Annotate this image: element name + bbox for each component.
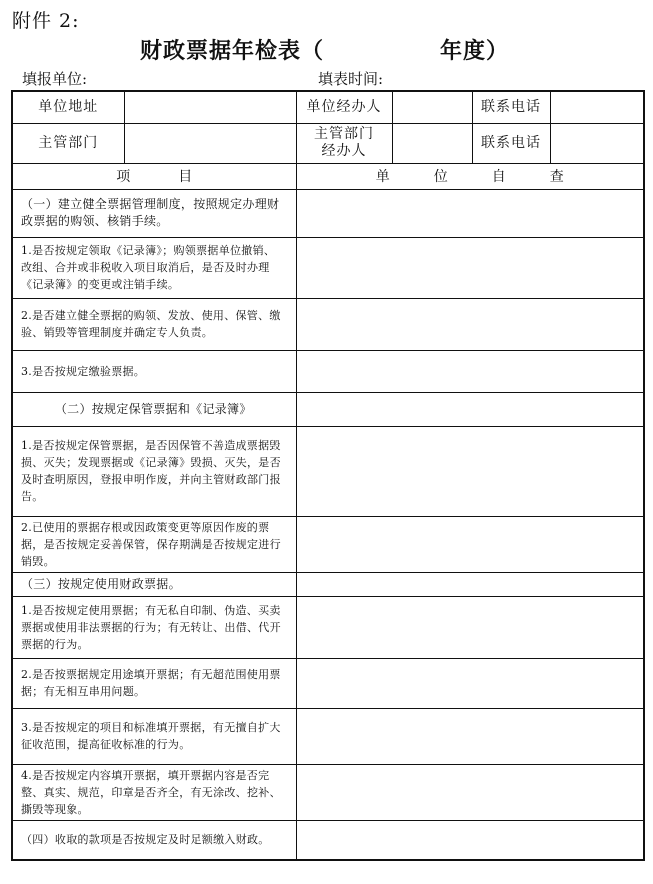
self-check-cell[interactable] [296,516,644,572]
phone-field-2[interactable] [550,123,644,163]
item-text: （一）建立健全票据管理制度，按照规定办理财政票据的购领、核销手续。 [12,189,296,237]
inspection-form-table [11,90,645,861]
table-row [12,820,644,860]
title-year-label: 年度） [440,38,510,64]
table-row [12,350,644,392]
table-row [12,658,644,708]
reporting-unit-label: 填报单位: [22,70,88,88]
dept-handler-field[interactable] [392,123,472,163]
self-check-cell[interactable] [296,708,644,764]
attachment-label: 附件 2: [12,10,80,32]
self-check-cell[interactable] [296,189,644,237]
dept-field[interactable] [124,123,296,163]
item-text: 1.是否按规定领取《记录簿》；购领票据单位撤销、改组、合并或非税收入项目取消后，是否及时办理《记录簿》的变更或注销手续。 [12,237,296,298]
self-check-cell[interactable] [296,572,644,596]
table-row [12,516,644,572]
items-column-header: 项目 [12,163,296,189]
phone-label-2: 联系电话 [472,123,550,163]
fill-date-label: 填表时间: [318,70,384,88]
phone-label-1: 联系电话 [472,91,550,123]
item-text: 2.已使用的票据存根或因政策变更等原因作废的票据，是否按规定妥善保管，保存期满是否按规定进行销毁。 [12,516,296,572]
self-check-cell[interactable] [296,426,644,516]
table-row [12,572,644,596]
item-text: （四）收取的款项是否按规定及时足额缴入财政。 [12,820,296,860]
table-row [12,426,644,516]
item-text: （三）按规定使用财政票据。 [12,572,296,596]
phone-field-1[interactable] [550,91,644,123]
item-text: 4.是否按规定内容填开票据，填开票据内容是否完整、真实、规范，印章是否齐全，有无涂改、挖补、撕毁等现象。 [12,764,296,820]
self-check-cell[interactable] [296,820,644,860]
item-text: 1.是否按规定保管票据，是否因保管不善造成票据毁损、灭失；发现票据或《记录簿》毁损、灭失，是否及时查明原因，登报申明作废，并向主管财政部门报告。 [12,426,296,516]
info-row-dept [12,123,644,163]
item-text: 3.是否按规定缴验票据。 [12,350,296,392]
item-text: 3.是否按规定的项目和标准填开票据，有无擅自扩大征收范围，提高征收标准的行为。 [12,708,296,764]
table-row [12,237,644,298]
address-label: 单位地址 [12,91,124,123]
address-field[interactable] [124,91,296,123]
item-text: 1.是否按规定使用票据；有无私自印制、伪造、买卖票据或使用非法票据的行为；有无转让、出借、代开票据的行为。 [12,596,296,658]
title-text: 财政票据年检表（ [140,38,325,64]
column-header-row [12,163,644,189]
item-text: 2.是否按票据规定用途填开票据；有无超范围使用票据；有无相互串用问题。 [12,658,296,708]
self-check-cell[interactable] [296,764,644,820]
handler-field[interactable] [392,91,472,123]
info-row-address [12,91,644,123]
self-check-cell[interactable] [296,658,644,708]
dept-handler-label: 主管部门经办人 [296,123,392,163]
item-text: （二）按规定保管票据和《记录簿》 [12,392,296,426]
table-row [12,764,644,820]
self-check-cell[interactable] [296,237,644,298]
self-check-column-header: 单位自查 [296,163,644,189]
page-title [140,34,510,65]
item-text: 2.是否建立健全票据的购领、发放、使用、保管、缴验、销毁等管理制度并确定专人负责。 [12,298,296,350]
table-row [12,392,644,426]
table-row [12,708,644,764]
self-check-cell[interactable] [296,298,644,350]
handler-label: 单位经办人 [296,91,392,123]
self-check-cell[interactable] [296,596,644,658]
self-check-cell[interactable] [296,392,644,426]
table-row [12,596,644,658]
table-row [12,189,644,237]
self-check-cell[interactable] [296,350,644,392]
table-row [12,298,644,350]
dept-label: 主管部门 [12,123,124,163]
